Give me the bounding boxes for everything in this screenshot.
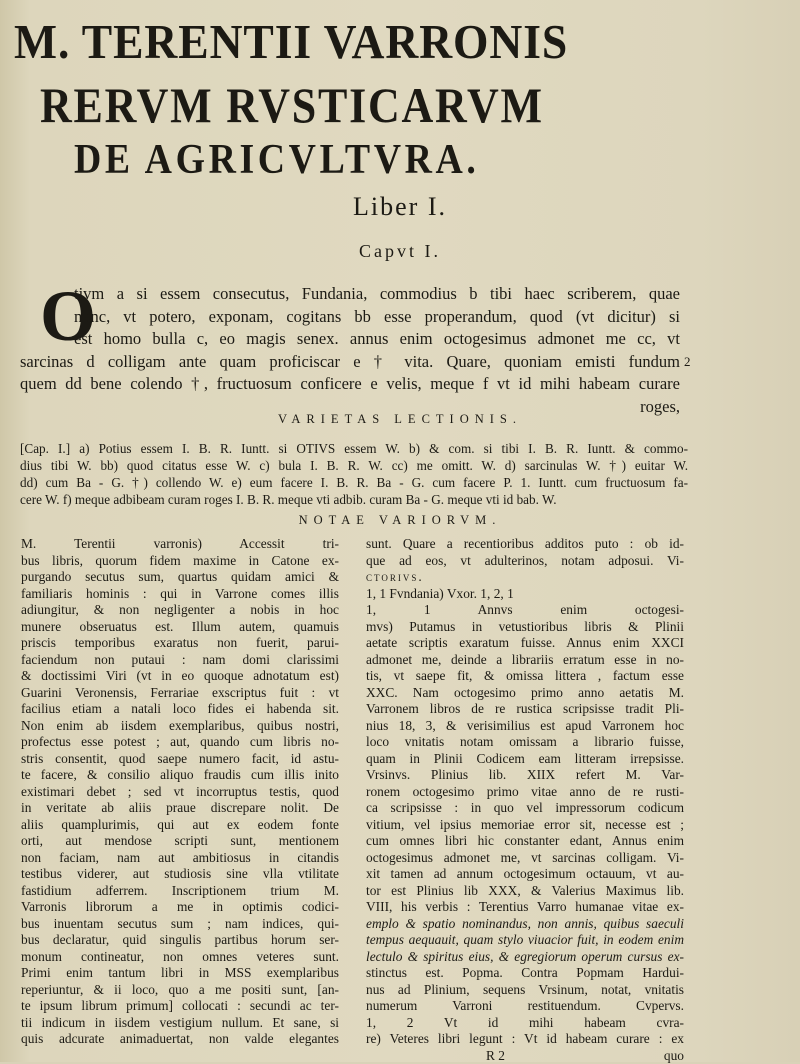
text-line: sarcinas d colligam ante quam proficiscar e † vita. Quare, quoniam emisti fundum	[20, 351, 680, 374]
note-line: Varronem libros de re rustica scripsisse tradit Pli-	[366, 701, 684, 718]
note-line: orti, aut mendose scripti sunt, mentionem	[21, 833, 339, 850]
text-line: tivm a si essem consecutus, Fundania, commodius b tibi haec scriberem, quae	[20, 283, 680, 306]
note-line: bus libris, quorum fidem maxime in Catone ex-	[21, 553, 339, 570]
note-line: adiungitur, & non negligenter a nobis in hoc	[21, 602, 339, 619]
title-line-2: RERVM RVSTICARVM	[40, 77, 544, 133]
text-line: nunc, vt potero, exponam, cogitans bb esse properandum, quod (vt dicitur) si	[20, 306, 680, 329]
note-line: te facere, & consilio aliquo fraudis cum illis inito	[21, 767, 339, 784]
note-line: priscis temporibus exaratus non fuerit, parui-	[21, 635, 339, 652]
signature-mark: R 2	[486, 1048, 505, 1064]
main-text	[20, 283, 680, 418]
note-line: quis adcurate animaduertat, non valde elegantes	[21, 1031, 339, 1048]
note-line: Vrsinvs. Plinius lib. XIIX refert M. Var-	[366, 767, 684, 784]
note-line: munere obseruatus est. Illum autem, quamuis	[21, 619, 339, 636]
note-line: bus inuentam secutus sum ; nam indices, qui-	[21, 916, 339, 933]
notes-right-column	[366, 536, 684, 1064]
note-line: cum omnes libri hic constanter edant, Annus enim	[366, 833, 684, 850]
note-line: lectulo & spiritus eius, & egregiorum operum cursus ex-	[366, 949, 684, 966]
note-line: in veritate ab aliis praue discrepare nolit. De	[21, 800, 339, 817]
note-line: reperiuntur, & ii loco, quo a me positi sunt, [an-	[21, 982, 339, 999]
note-line: emplo & spatio nominandus, non annis, quibus saeculi	[366, 916, 684, 933]
text-line: est homo bulla c, eo magis senex. annus enim octogesimus admonet me cc, vt	[20, 328, 680, 351]
note-line: nius 18, 3, & verisimilius est apud Varronem hoc	[366, 718, 684, 735]
note-line: 1, 1 Fvndania) Vxor. 1, 2, 1	[366, 586, 684, 603]
notes-left-column	[21, 536, 339, 1048]
variant-line: cere W. f) meque adbibeam curam roges I. B. R. meque vti adbib. curam Ba - G. meque vti id bab. W.	[20, 491, 688, 508]
note-line: re) Veteres libri legunt : Vt id habeam curare : ex	[366, 1031, 684, 1048]
note-line: testibus viderer, aut studiosis sine vlla vtilitate	[21, 866, 339, 883]
note-line: stinctus est. Popma. Contra Popmam Hardui-	[366, 965, 684, 982]
note-line: tii indicum in iisdem vestigium nullum. Et sane, si	[21, 1015, 339, 1032]
title-line-3: DE AGRICVLTVRA.	[74, 136, 479, 184]
note-line: profectus esse potest ; aut, quando cum libris no-	[21, 734, 339, 751]
note-line: nus ad Plinium, sequens Vrsinum, notat, vnitatis	[366, 982, 684, 999]
margin-number: 2	[684, 354, 691, 370]
note-line: Guarini Veronensis, Ferrariae exscriptus fuit : vt	[21, 685, 339, 702]
catchword: quo	[664, 1048, 684, 1064]
book-heading: Liber I.	[0, 192, 800, 222]
note-line: & doctissimi Viri (vt in eo quoque adnotatum est)	[21, 668, 339, 685]
drop-capital: O	[40, 280, 96, 352]
note-line: que ad eos, vt adulterinos, notam adposui. Vi-	[366, 553, 684, 570]
note-line: tempus aequauit, quam stylo viuacior fuit, in eodem enim	[366, 932, 684, 949]
note-line: ca scripsisse : in quo vel impressorum codicum	[366, 800, 684, 817]
note-author: ctorivs.	[366, 569, 684, 586]
note-line: 1, 2 Vt id mihi habeam cvra-	[366, 1015, 684, 1032]
note-line: ronem octogesimo primo vitae anno de re rusti-	[366, 784, 684, 801]
note-line: te ipsum librum primum] collocati : secundi ac ter-	[21, 998, 339, 1015]
note-line: sunt. Quare a recentioribus additos puto : ob id-	[366, 536, 684, 553]
note-line: stris consentit, quod saepe numero facit, id astu-	[21, 751, 339, 768]
note-line: Primi enim tantum libri in MSS exemplaribus	[21, 965, 339, 982]
text-line: roges,	[20, 396, 680, 419]
note-line: faciendum non putaui : nam domi clarissimi	[21, 652, 339, 669]
variant-readings	[20, 440, 688, 508]
note-line: VIII, his verbis : Terentius Varro humanae vitae ex-	[366, 899, 684, 916]
note-line: familiaris hominis : qui in Varrone comes illis	[21, 586, 339, 603]
note-line: M. Terentii varronis) Accessit tri-	[21, 536, 339, 553]
note-line: admonet me, deinde a librariis erratum esse in no-	[366, 652, 684, 669]
note-line: quam in Plinii Codicem eam litteram irrepsisse.	[366, 751, 684, 768]
note-line: tis, vt saepe fit, & omissa littera , factum esse	[366, 668, 684, 685]
chapter-heading: Capvt I.	[0, 241, 800, 262]
note-line: Non enim ab iisdem exemplaribus, quibus nostri,	[21, 718, 339, 735]
note-line: monum contineatur, non omnes veteres sunt.	[21, 949, 339, 966]
variant-line: dd) cum Ba - G. †) collendo W. e) eum facere I. B. R. Ba - G. cum facere P. 1. Iuntt. cum fructuosum fa-	[20, 474, 688, 491]
variants-heading: VARIETAS LECTIONIS.	[0, 412, 800, 427]
note-line: loco vnitatis notam omissam a librario fuisse,	[366, 734, 684, 751]
note-line: existimari debet ; sed vt incorruptus testis, quod	[21, 784, 339, 801]
note-line: XXC. Nam octogesimo primo anno aetatis M.	[366, 685, 684, 702]
note-line: non faciam, nam aut ambitiosus in citandis	[21, 850, 339, 867]
note-line: Varronis librorum a me in optimis codici-	[21, 899, 339, 916]
variant-line: [Cap. I.] a) Potius essem I. B. R. Iuntt. si OTIVS essem W. b) & com. si tibi I. B. R. Iuntt. & commo-	[20, 440, 688, 457]
note-line: octogesimus admonet me, vt sarcinas colligam. Vi-	[366, 850, 684, 867]
note-line: purgando secutus sum, quartus quidam amici &	[21, 569, 339, 586]
note-line: aetate scriptis exaratum fuisse. Annus enim XXCI	[366, 635, 684, 652]
note-line: aliis quamplurimis, qui aut ex eodem fonte	[21, 817, 339, 834]
variant-line: dius tibi W. bb) quod citatus esse W. c) bula I. B. R. W. cc) me omitt. W. d) sarcinulas W. †) euitar W.	[20, 457, 688, 474]
note-line: fastidium adferrem. Inscriptionem trium M.	[21, 883, 339, 900]
note-line: xit tamen ad annum octogesimum octauum, vt au-	[366, 866, 684, 883]
title-line-1: M. TERENTII VARRONIS	[14, 14, 423, 70]
note-line: facilius etiam a natali loco fides ei habenda sit.	[21, 701, 339, 718]
note-line: numerum Varroni restituendum. Cvpervs.	[366, 998, 684, 1015]
notes-heading: NOTAE VARIORVM.	[0, 513, 800, 528]
note-line: tor est Plinius lib XXX, & Valerius Maximus lib.	[366, 883, 684, 900]
note-line: vitium, vel ipsius memoriae error sit, necesse est ;	[366, 817, 684, 834]
note-line: mvs) Putamus in vetustioribus libris & Plinii	[366, 619, 684, 636]
note-line: 1, 1 Annvs enim octogesi-	[366, 602, 684, 619]
text-line: quem dd bene colendo †, fructuosum conficere e velis, meque f vt id mihi habeam curare	[20, 373, 680, 396]
note-line: bus declaratur, quid singulis partibus horum ser-	[21, 932, 339, 949]
